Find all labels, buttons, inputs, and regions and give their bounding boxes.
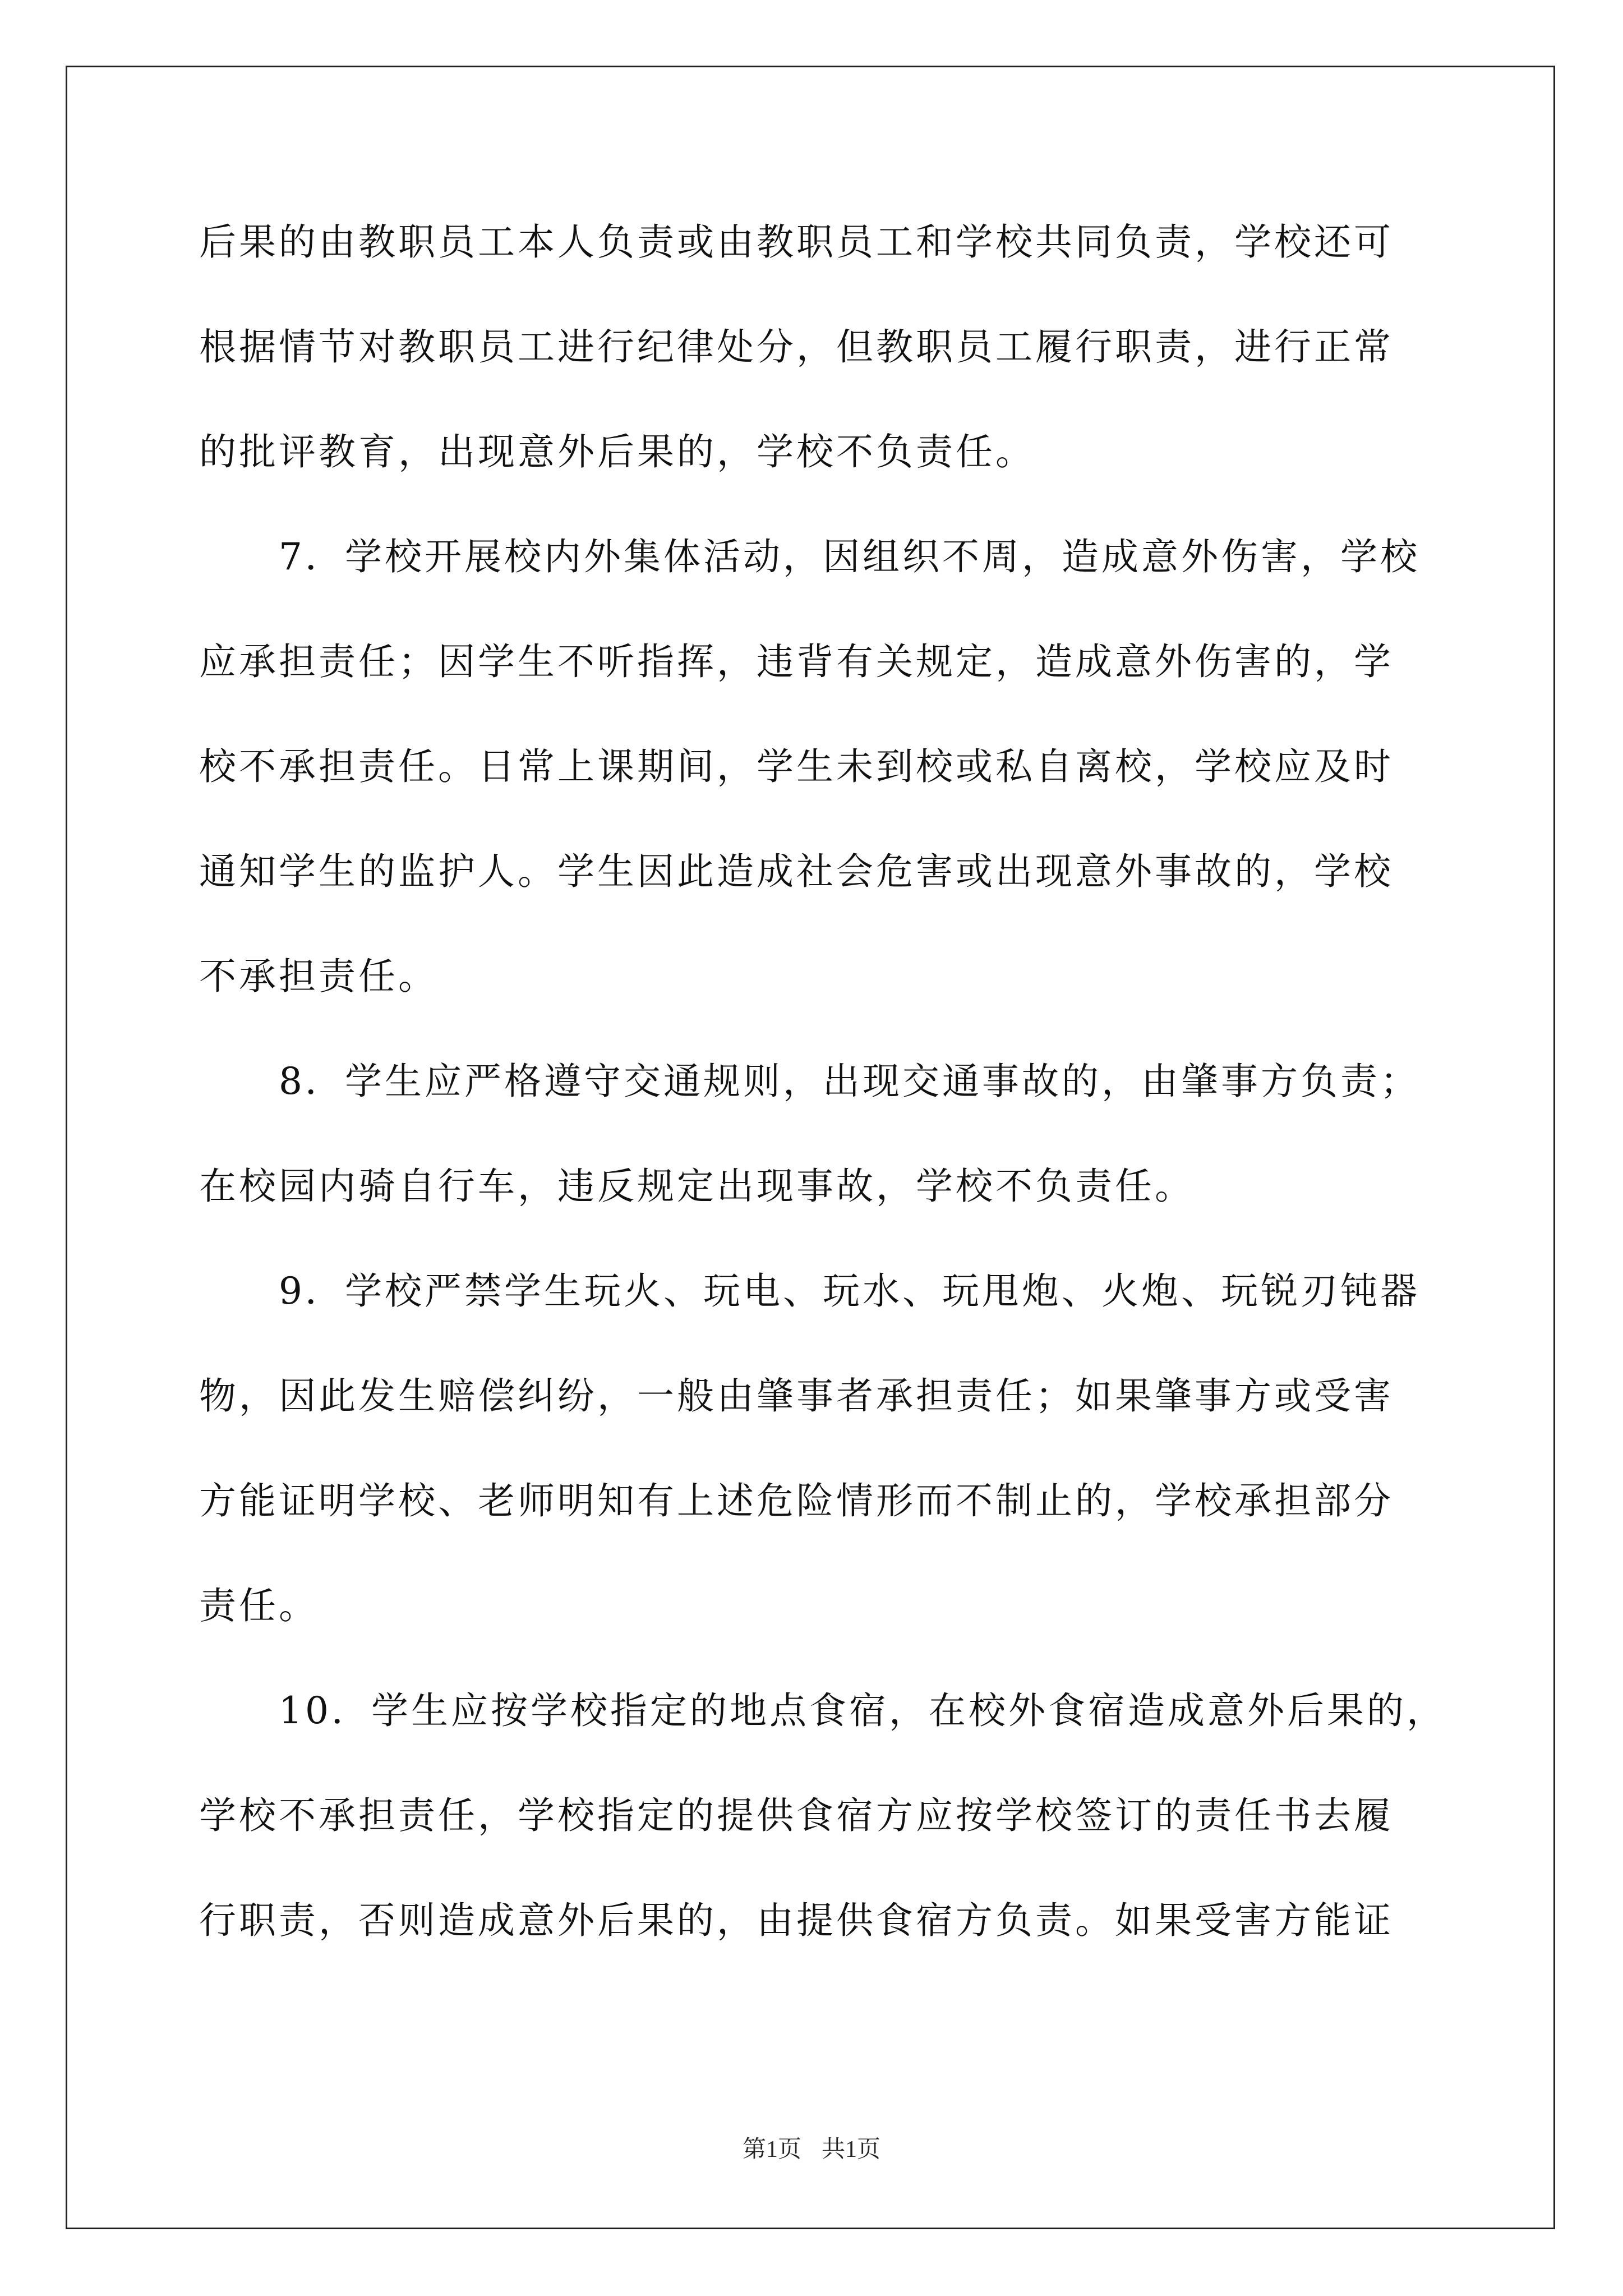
- text-line: 责任。: [199, 1584, 319, 1627]
- text-line: 10．学生应按学校指定的地点食宿，在校外食宿造成意外后果的，: [199, 1689, 1446, 1732]
- text-line: 学校不承担责任，学校指定的提供食宿方应按学校签订的责任书去履: [199, 1794, 1394, 1837]
- text-line: 应承担责任；因学生不听指挥，违背有关规定，造成意外伤害的，学: [199, 640, 1394, 683]
- text-line: 在校园内骑自行车，违反规定出现事故，学校不负责任。: [199, 1165, 1195, 1208]
- text-line: 通知学生的监护人。学生因此造成社会危害或出现意外事故的，学校: [199, 850, 1394, 893]
- text-line: 行职责，否则造成意外后果的，由提供食宿方负责。如果受害方能证: [199, 1899, 1394, 1942]
- page-number-total: 共1页: [822, 2137, 881, 2162]
- text-line: 的批评教育，出现意外后果的，学校不负责任。: [199, 430, 1035, 473]
- text-line: 7．学校开展校内外集体活动，因组织不周，造成意外伤害，学校: [199, 535, 1420, 578]
- text-line: 9．学校严禁学生玩火、玩电、玩水、玩甩炮、火炮、玩锐刃钝器: [199, 1269, 1420, 1313]
- text-line: 后果的由教职员工本人负责或由教职员工和学校共同负责，学校还可: [199, 220, 1394, 264]
- text-line: 不承担责任。: [199, 955, 438, 998]
- document-body: [199, 214, 1446, 1998]
- text-line: 根据情节对教职员工进行纪律处分，但教职员工履行职责，进行正常: [199, 325, 1394, 369]
- text-line: 8．学生应严格遵守交通规则，出现交通事故的，由肇事方负责；: [199, 1060, 1420, 1103]
- page-footer: [0, 2133, 1623, 2166]
- page-number-current: 第1页: [742, 2137, 801, 2162]
- text-line: 物，因此发生赔偿纠纷，一般由肇事者承担责任；如果肇事方或受害: [199, 1374, 1394, 1418]
- text-line: 校不承担责任。日常上课期间，学生未到校或私自离校，学校应及时: [199, 745, 1394, 788]
- text-line: 方能证明学校、老师明知有上述危险情形而不制止的，学校承担部分: [199, 1479, 1394, 1522]
